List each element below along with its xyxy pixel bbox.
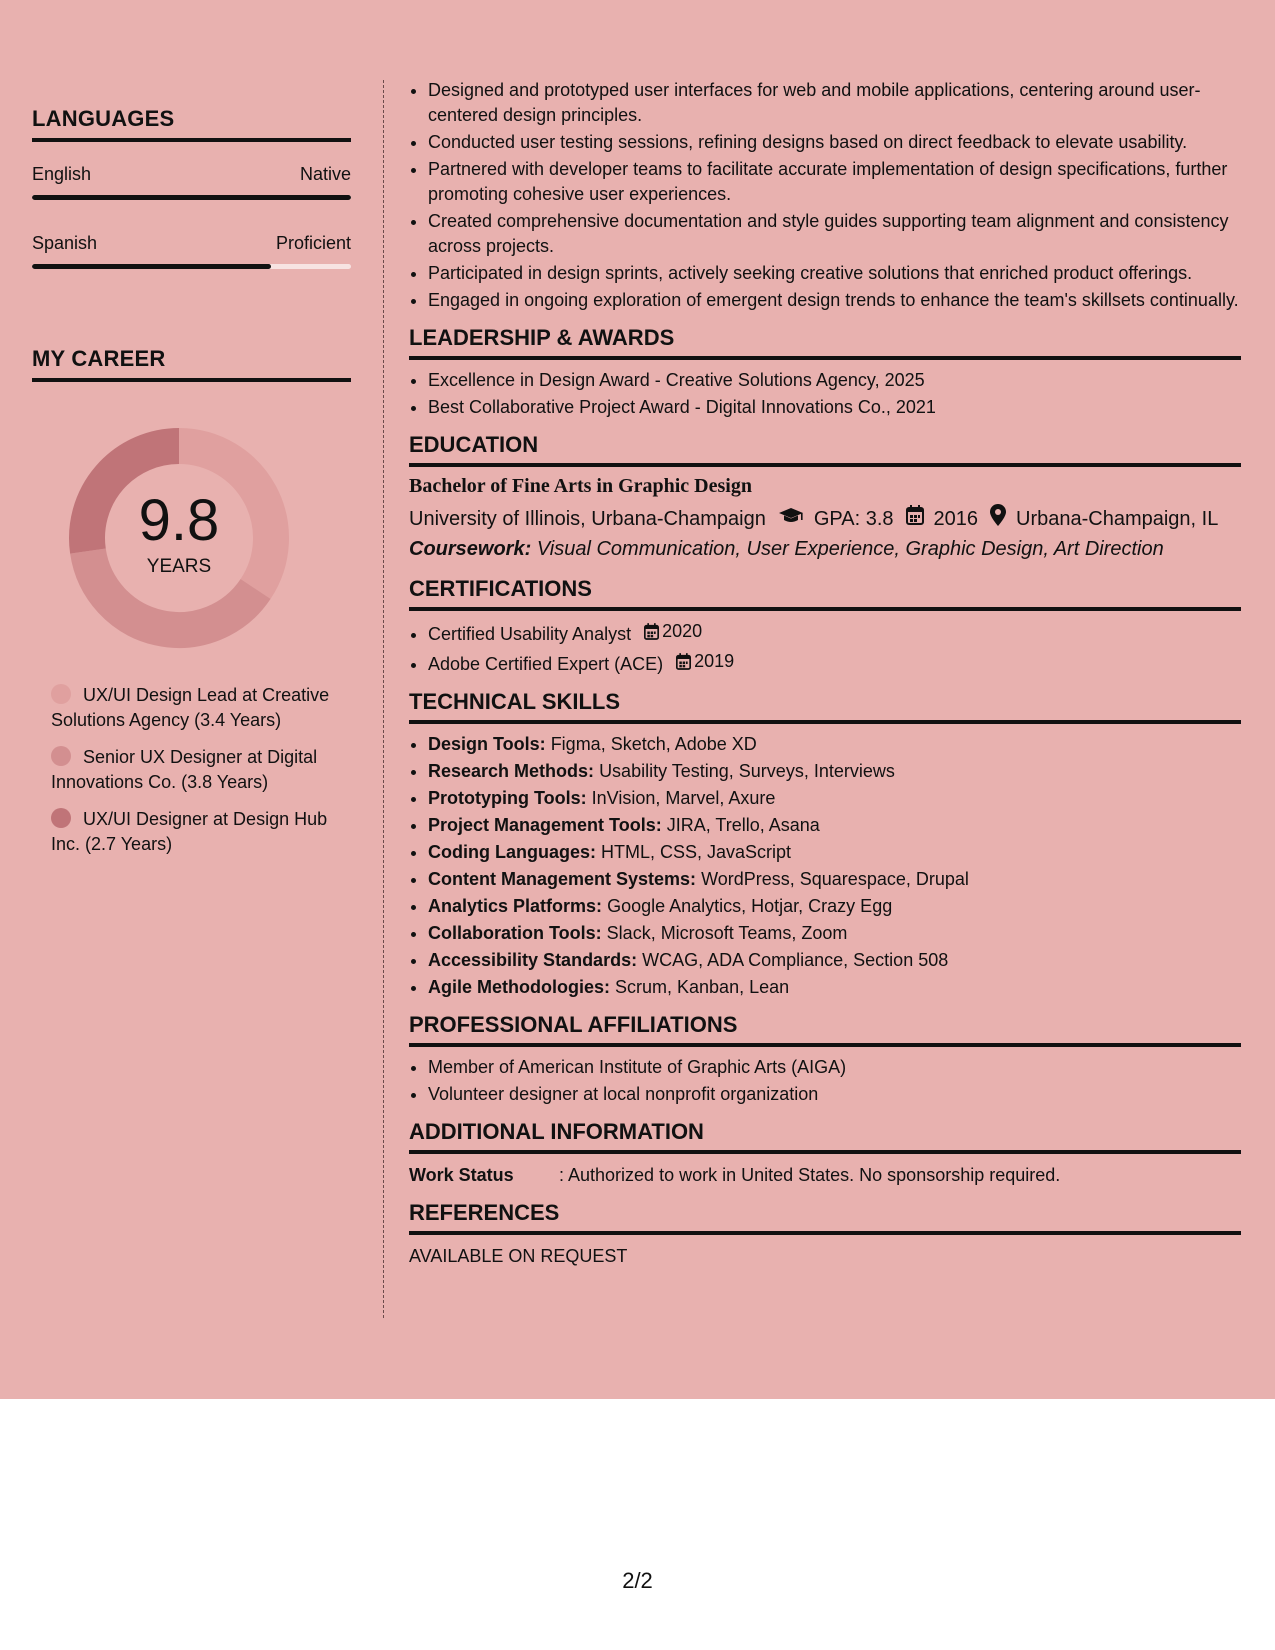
legend-dot (51, 684, 71, 704)
career-unit: YEARS (146, 556, 212, 577)
skill-item (428, 948, 1241, 973)
experience-bullet: • Engaged in ongoing exploration of emergent design trends to enhance the team's skillsets continually. (428, 288, 1241, 313)
calendar-icon (906, 505, 924, 533)
skill-label: Collaboration Tools: (428, 923, 602, 943)
education-school: University of Illinois, Urbana-Champaign (409, 508, 766, 530)
language-bar-fill (32, 195, 351, 200)
career-heading: MY CAREER (32, 346, 351, 382)
references-heading: REFERENCES (409, 1200, 1241, 1235)
skills-heading: TECHNICAL SKILLS (409, 689, 1241, 724)
legend-dot (51, 808, 71, 828)
education-heading: EDUCATION (409, 432, 1241, 467)
education-year: 2016 (933, 508, 978, 530)
affiliations-heading: PROFESSIONAL AFFILIATIONS (409, 1012, 1241, 1047)
main-column (409, 78, 1241, 1269)
legend-label: UX/UI Designer at Design Hub Inc. (2.7 Years) (51, 809, 328, 854)
language-level: Proficient (275, 233, 351, 253)
legend-item (51, 683, 341, 733)
career-legend (51, 683, 341, 869)
certification-date (676, 649, 734, 674)
graduation-cap-icon (778, 505, 804, 533)
skill-item (428, 975, 1241, 1000)
location-pin-icon (990, 504, 1006, 534)
skill-label: Agile Methodologies: (428, 977, 610, 997)
language-bar-fill (32, 264, 271, 269)
skill-label: Coding Languages: (428, 842, 596, 862)
references-text: AVAILABLE ON REQUEST (409, 1246, 628, 1266)
experience-bullet: • Designed and prototyped user interfaces for web and mobile applications, centering around user-centered design principles. (428, 78, 1241, 128)
education-location: Urbana-Champaign, IL (1016, 508, 1219, 530)
language-name: Spanish (32, 233, 98, 253)
coursework-label: Coursework: (409, 538, 532, 560)
skill-label: Design Tools: (428, 734, 546, 754)
work-status (409, 1162, 1241, 1188)
coursework-text: Visual Communication, User Experience, Graphic Design, Art Direction (536, 538, 1164, 560)
leadership-list (409, 368, 1241, 420)
languages-heading: LANGUAGES (32, 106, 351, 142)
award-item: • Excellence in Design Award - Creative Solutions Agency, 2025 (428, 368, 1241, 393)
career-total-years: 9.8 (138, 488, 220, 553)
calendar-icon (644, 623, 659, 640)
column-divider (383, 80, 384, 1318)
education-gpa: GPA: 3.8 (813, 508, 894, 530)
certification-name: Certified Usability Analyst (428, 624, 632, 644)
skill-item (428, 921, 1241, 946)
certification-year: 2020 (662, 621, 703, 641)
certifications-heading: CERTIFICATIONS (409, 576, 1241, 611)
certification-date (644, 619, 702, 644)
language-level: Native (299, 164, 351, 184)
skill-item (428, 867, 1241, 892)
affiliation-item: • Member of American Institute of Graphic Arts (AIGA) (428, 1055, 1241, 1080)
skill-item (428, 894, 1241, 919)
skill-item (428, 813, 1241, 838)
calendar-icon (676, 653, 691, 670)
skill-item (428, 759, 1241, 784)
additional-heading: ADDITIONAL INFORMATION (409, 1119, 1241, 1154)
skill-value: WCAG, ADA Compliance, Section 508 (642, 950, 949, 970)
skill-item (428, 786, 1241, 811)
language-name: English (32, 164, 92, 184)
work-status-value: : Authorized to work in United States. No sponsorship required. (559, 1165, 1061, 1185)
legend-item (51, 745, 341, 795)
experience-bullet: • Conducted user testing sessions, refining designs based on direct feedback to elevate usability. (428, 130, 1241, 155)
education-degree: Bachelor of Fine Arts in Graphic Design (409, 475, 752, 497)
legend-label: UX/UI Design Lead at Creative Solutions Agency (3.4 Years) (51, 685, 330, 730)
skill-label: Accessibility Standards: (428, 950, 638, 970)
skill-value: Google Analytics, Hotjar, Crazy Egg (607, 896, 893, 916)
skills-list (409, 732, 1241, 1000)
leadership-heading: LEADERSHIP & AWARDS (409, 325, 1241, 360)
certification-name: Adobe Certified Expert (ACE) (428, 654, 664, 674)
skill-value: InVision, Marvel, Axure (591, 788, 776, 808)
experience-bullet: • Created comprehensive documentation and style guides supporting team alignment and consistency across projects. (428, 209, 1241, 259)
skill-item (428, 840, 1241, 865)
skill-value: Slack, Microsoft Teams, Zoom (606, 923, 848, 943)
page-number: 2/2 (622, 1568, 653, 1593)
education-details (409, 504, 1241, 534)
donut-center (65, 424, 293, 652)
experience-bullet: • Participated in design sprints, actively seeking creative solutions that enriched product offerings. (428, 261, 1241, 286)
language-bar (32, 264, 351, 269)
affiliations-list (409, 1055, 1241, 1107)
certification-item (428, 619, 1241, 647)
work-status-label: Work Status (409, 1165, 514, 1185)
award-item: • Best Collaborative Project Award - Digital Innovations Co., 2021 (428, 395, 1241, 420)
skill-label: Analytics Platforms: (428, 896, 603, 916)
certification-item (428, 649, 1241, 677)
certification-year: 2019 (694, 651, 735, 671)
education-coursework (409, 534, 1241, 564)
certifications-list (409, 619, 1241, 677)
skill-label: Content Management Systems: (428, 869, 697, 889)
experience-bullet: • Partnered with developer teams to facilitate accurate implementation of design specifications, further promoting cohesive user experiences. (428, 157, 1241, 207)
skill-value: Figma, Sketch, Adobe XD (550, 734, 757, 754)
affiliation-item: • Volunteer designer at local nonprofit organization (428, 1082, 1241, 1107)
career-donut-chart (65, 424, 293, 652)
skill-value: Scrum, Kanban, Lean (615, 977, 790, 997)
experience-bullets (409, 78, 1241, 313)
legend-item (51, 807, 341, 857)
legend-label: Senior UX Designer at Digital Innovations Co. (3.8 Years) (51, 747, 318, 792)
legend-dot (51, 746, 71, 766)
skill-label: Prototyping Tools: (428, 788, 587, 808)
skill-item (428, 732, 1241, 757)
skill-value: WordPress, Squarespace, Drupal (701, 869, 969, 889)
skill-value: Usability Testing, Surveys, Interviews (599, 761, 895, 781)
skill-value: HTML, CSS, JavaScript (601, 842, 792, 862)
skill-label: Research Methods: (428, 761, 595, 781)
skill-value: JIRA, Trello, Asana (666, 815, 820, 835)
language-bar (32, 195, 351, 200)
skill-label: Project Management Tools: (428, 815, 662, 835)
